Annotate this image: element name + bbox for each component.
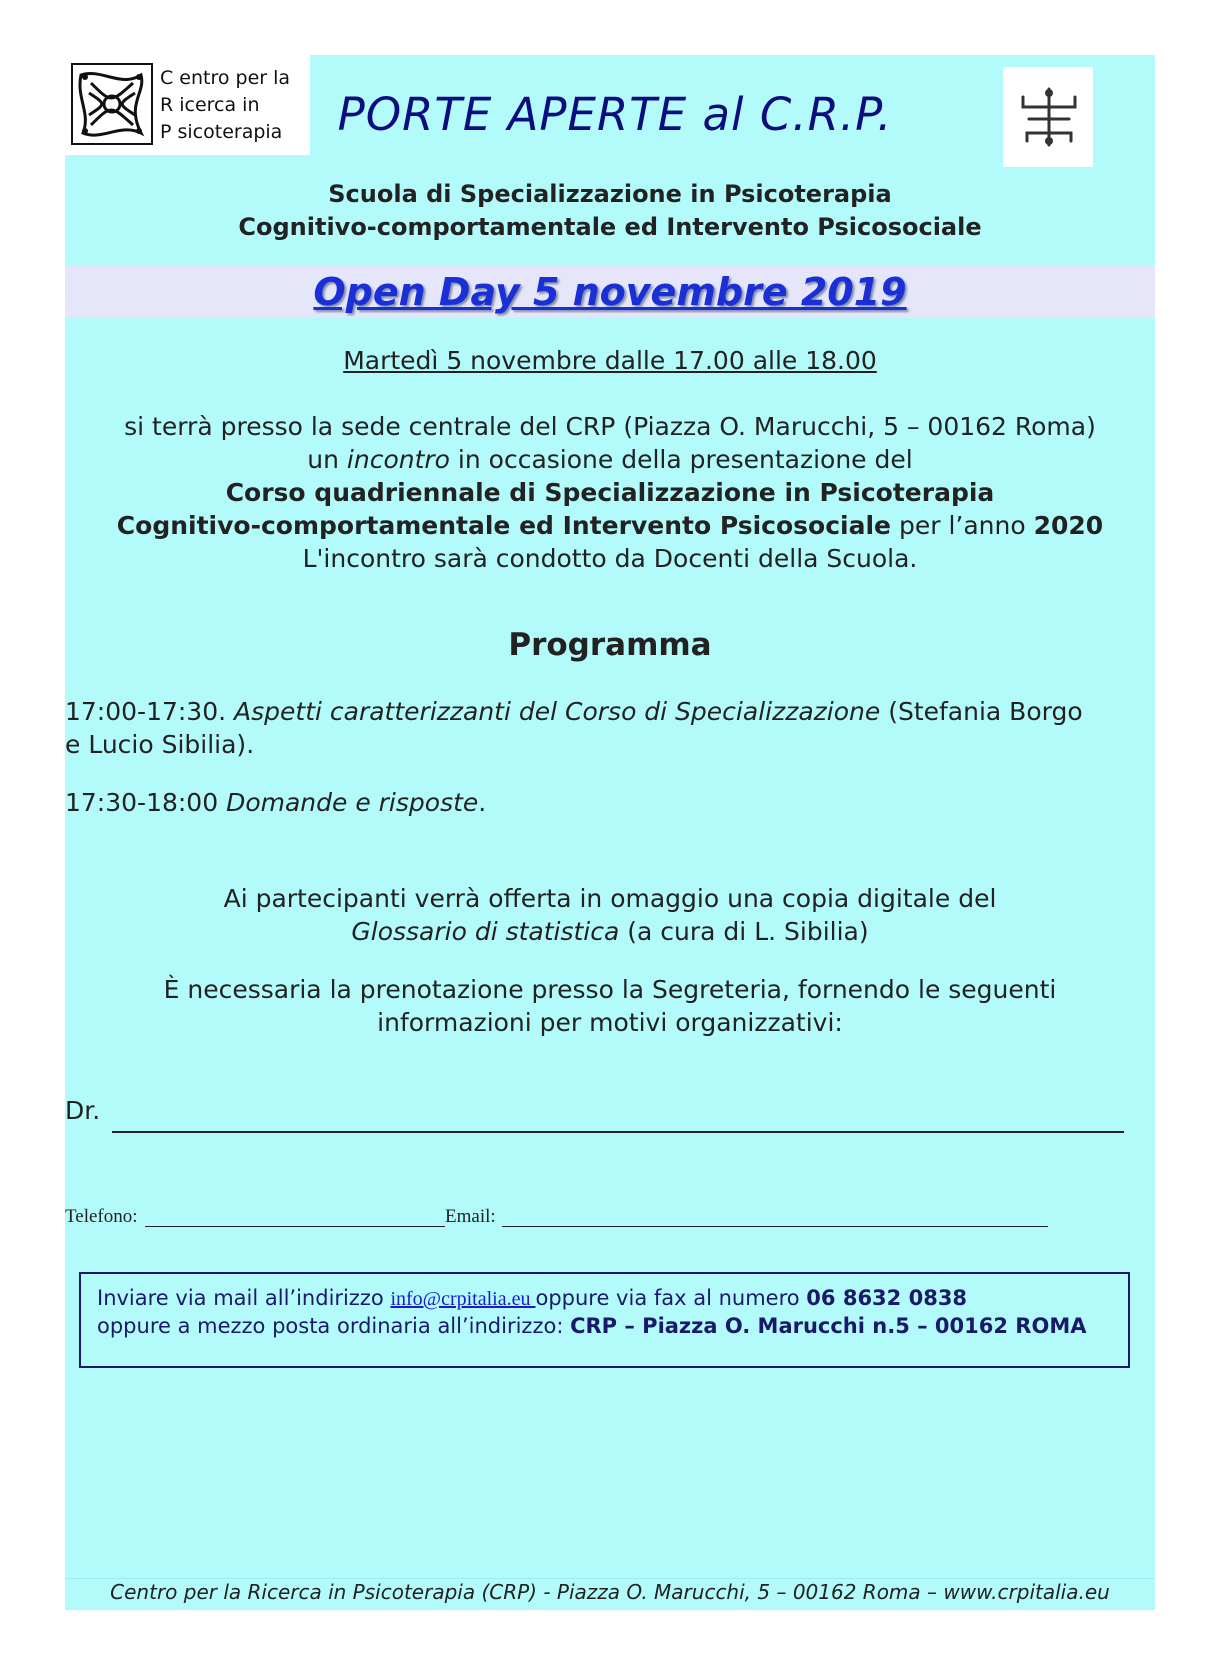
intro-line: L'incontro sarà condotto da Docenti della Scuola. <box>302 544 918 573</box>
contact-text: oppure via fax al numero <box>535 1286 807 1310</box>
phone-label: Telefono: <box>65 1206 138 1227</box>
celtic-knot-icon <box>71 63 153 145</box>
open-day-heading: Open Day 5 novembre 2019 <box>313 270 907 314</box>
course-name: Cognitivo-comportamentale ed Intervento Psicosociale <box>116 511 892 540</box>
intro-line <box>65 476 1155 509</box>
intro-text: un <box>307 445 347 474</box>
program-title: Programma <box>508 627 712 663</box>
program-item <box>65 695 1165 761</box>
intro-line <box>65 443 1155 476</box>
logo-text <box>160 65 290 146</box>
booking-line: informazioni per motivi organizzativi: <box>377 1008 843 1037</box>
phone-field[interactable] <box>145 1205 445 1227</box>
program-topic: Domande e risposte <box>226 788 479 817</box>
crp-logo <box>65 55 310 155</box>
program-text: . <box>478 788 487 817</box>
logo-line: P sicoterapia <box>160 121 283 143</box>
gift-text: (a cura di L. Sibilia) <box>619 917 869 946</box>
crp-symbol-icon <box>1003 67 1093 167</box>
program-speakers: (Stefania Borgo <box>880 697 1083 726</box>
event-description <box>65 410 1155 575</box>
logo-line: R icerca in <box>160 94 260 116</box>
gift-line: Ai partecipanti verrà offerta in omaggio una copia digitale del <box>223 884 997 913</box>
contact-line <box>97 1286 967 1311</box>
fax-number: 06 8632 0838 <box>806 1286 968 1310</box>
intro-line <box>65 509 1155 542</box>
dr-field[interactable] <box>112 1101 1124 1133</box>
program-speakers: e Lucio Sibilia). <box>65 730 255 759</box>
email-link[interactable]: info@crpitalia.eu <box>390 1288 536 1310</box>
course-year: 2020 <box>1033 511 1104 540</box>
intro-emphasis: incontro <box>346 445 450 474</box>
contact-text: oppure a mezzo posta ordinaria all’indirizzo: <box>97 1314 571 1338</box>
program-time: 17:00-17:30. <box>65 697 235 726</box>
subtitle-line: Scuola di Specializzazione in Psicoterapia <box>328 180 892 208</box>
gift-line <box>65 915 1155 948</box>
booking-line: È necessaria la prenotazione presso la Segreteria, fornendo le seguenti <box>163 975 1057 1004</box>
intro-line: si terrà presso la sede centrale del CRP (Piazza O. Marucchi, 5 – 00162 Roma) <box>124 412 1096 441</box>
program-topic: Aspetti caratterizzanti del Corso di Specializzazione <box>234 697 881 726</box>
email-label: Email: <box>445 1206 496 1227</box>
contact-text: Inviare via mail all’indirizzo <box>97 1286 391 1310</box>
glossary-title: Glossario di statistica <box>351 917 620 946</box>
dr-label: Dr. <box>65 1096 101 1125</box>
program-time: 17:30-18:00 <box>65 788 227 817</box>
crp-symbol <box>1003 67 1093 167</box>
subtitle-line: Cognitivo-comportamentale ed Intervento Psicosociale <box>238 213 982 241</box>
intro-text: in occasione della presentazione del <box>449 445 913 474</box>
booking-notice <box>65 973 1155 1039</box>
program-item <box>65 786 1165 819</box>
event-date: Martedì 5 novembre dalle 17.00 alle 18.00 <box>343 346 877 375</box>
logo-line: C entro per la <box>160 67 291 89</box>
email-field[interactable] <box>502 1205 1048 1227</box>
postal-address: CRP – Piazza O. Marucchi n.5 – 00162 ROMA <box>570 1314 1087 1338</box>
gift-notice <box>65 882 1155 948</box>
intro-text: per l’anno <box>891 511 1034 540</box>
page-title: PORTE APERTE al C.R.P. <box>337 88 893 141</box>
course-name: Corso quadriennale di Specializzazione in Psicoterapia <box>225 478 995 507</box>
contact-box <box>79 1272 1130 1368</box>
school-subtitle <box>65 178 1155 244</box>
footer-text: Centro per la Ricerca in Psicoterapia (CRP) - Piazza O. Marucchi, 5 – 00162 Roma – www.crpitalia.eu <box>110 1580 1110 1604</box>
contact-line <box>97 1314 1086 1338</box>
